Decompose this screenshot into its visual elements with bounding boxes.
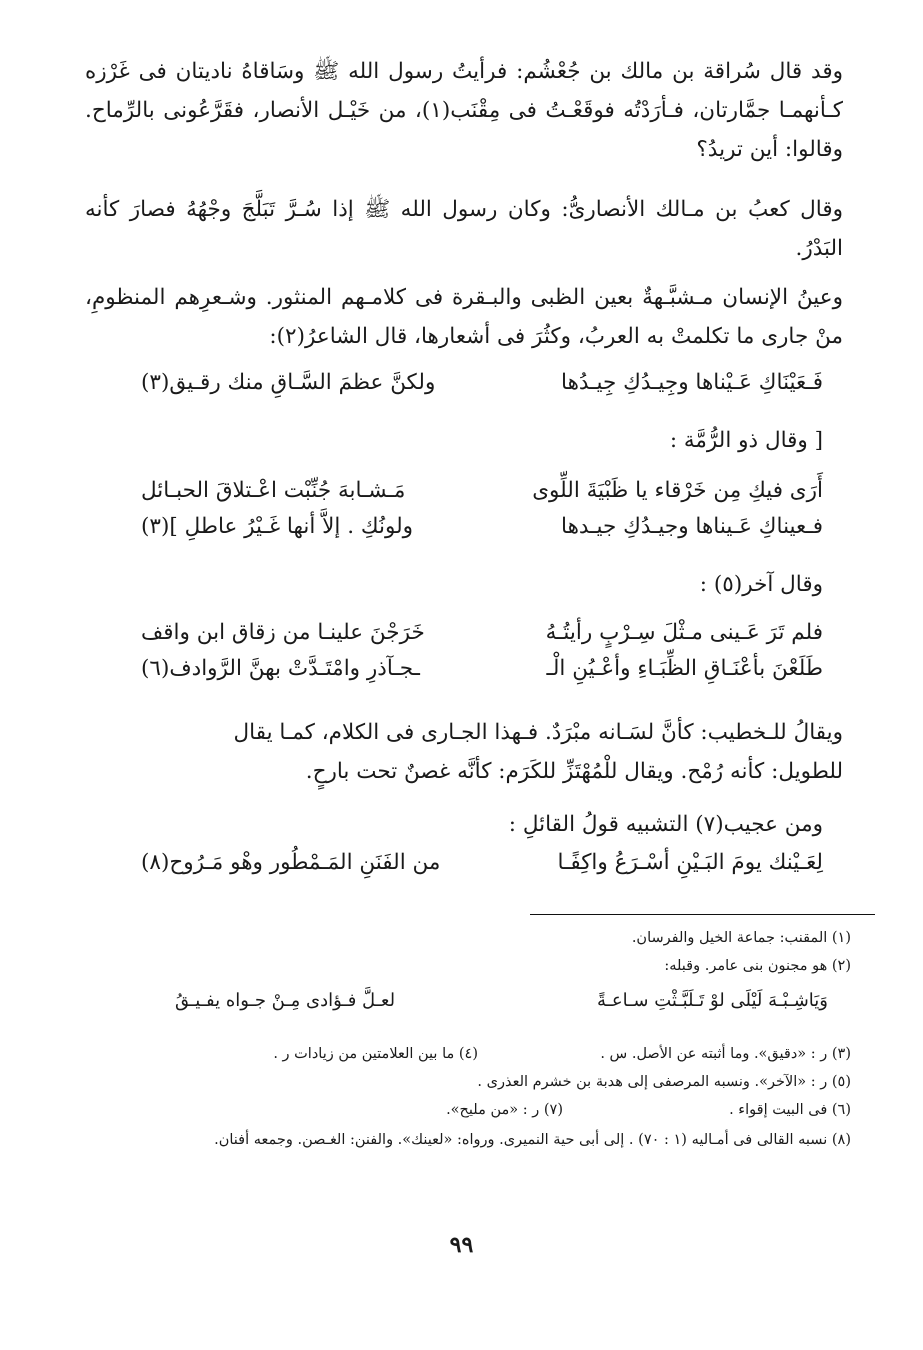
paragraph-suraqa: وقد قال سُراقة بن مالك بن جُعْشُم: فرأيتُ رسول الله ﷺ وسَاقاهُ ناديتان فى غَرْزه كـأنهمـا جمَّارتان، فـأرَدْتُه فوقَعْـتُ فى مِقْنَب(١)، من خَيْـل الأنصار، فقَرَّعُونى بالرِّماح. وقالوا: أين تريدُ؟ — [85, 59, 843, 162]
verse-2a-first-hemistich: أَرَى فيكِ مِن خَرْقاء يا ظَبْيَةَ اللِّوى — [532, 478, 823, 503]
verse-2a-second-hemistich: مَـشـابهَ جُنِّبْت اعْـتلاقَ الحبـائل — [141, 478, 406, 503]
footnote-6: (٦) فى البيت إقواء . — [729, 1102, 851, 1118]
paragraph-eye-simile: وعينُ الإنسان مـشبَّـهةٌ بعين الظبى والبـقرة فى كلامـهم المنثور. وشـعرِهم المنظومِ، منْ جارى ما تكلمتْ به العربُ، وكثُرَ فى أشعارها، قال الشاعرُ(٢): — [85, 285, 843, 349]
footnote-3: (٣) ر : «دقيق». وما أثبته عن الأصل. س . — [600, 1046, 851, 1062]
footnote-separator — [530, 914, 875, 915]
paragraph-kaab: وقال كعبُ بن مـالك الأنصارىُّ: وكان رسول الله ﷺ إذا سُـرَّ تَبَلَّجَ وجْهُهُ فصارَ كأنه البَدْرُ. — [85, 197, 843, 261]
footnote-4: (٤) ما بين العلامتين من زيادات ر . — [273, 1046, 478, 1062]
footnote-7: (٧) ر : «من مليح». — [446, 1102, 563, 1118]
verse-4-second-hemistich: من الفَنَنِ المَـمْطُور وهْو مَـرُوح(٨) — [141, 850, 441, 875]
page-number: ٩٩ — [449, 1232, 474, 1258]
paragraph-orator-line-1: ويقالُ للـخطيب: كأنَّ لسَـانه مبْرَدٌ. فـهذا الجـارى فى الكلام، كمـا يقال — [233, 720, 843, 745]
footnote-2-verse-first-hemistich: وَيَاشِـبْـهَ لَيْلَى لوْ تَـلَبَّـثْتِ سـاعـةً — [596, 990, 828, 1011]
label-another-poet: وقال آخر(٥) : — [699, 572, 823, 597]
verse-1-first-hemistich: فَـعَيْنَاكِ عَـيْناها وجِيـدُكِ جِيـدُها — [561, 370, 823, 395]
verse-1-second-hemistich: ولكنَّ عظمَ السَّـاقِ منك رقـيق(٣) — [141, 370, 436, 395]
footnote-5: (٥) ر : «الآخر». ونسبه المرصفى إلى هدبة بن خشرم العذرى . — [477, 1074, 851, 1090]
verse-3b-second-hemistich: ـجـآذرِ وامْتَـدَّتْ بهنَّ الرَّوادف(٦) — [141, 656, 420, 681]
footnote-2-verse-second-hemistich: لعـلَّ فـؤادى مِـنْ جـواه يفـيـقُ — [175, 990, 396, 1011]
paragraph-orator — [85, 713, 843, 791]
verse-2b-first-hemistich: فـعيناكِ عَـيناها وجيـدُكِ جيـدها — [561, 514, 823, 539]
footnote-2: (٢) هو مجنون بنى عامر. وقبله: — [664, 958, 851, 974]
label-dhu-al-rumma: [ وقال ذو الرُّمَّة : — [669, 428, 823, 453]
label-strange-simile: ومن عجيب(٧) التشبيه قولُ القائلِ : — [508, 812, 823, 837]
paragraph-orator-line-2: للطويل: كأنه رُمْح. ويقال للْمُهْتَزِّ للكَرَم: كأنَّه غصنٌ تحت بارحٍ. — [305, 759, 843, 784]
verse-3a-first-hemistich: فلم تَرَ عَـينى مـثْلَ سِـرْبٍ رأيتُـهُ — [545, 620, 823, 645]
footnote-1: (١) المقنب: جماعة الخيل والفرسان. — [631, 930, 851, 946]
verse-4-first-hemistich: لِعَـيْنك يومَ البَـيْنِ أسْـرَعُ واكِفًـا — [557, 850, 823, 875]
footnote-8: (٨) نسبه القالى فى أمـاليه (١ : ٧٠) . إلى أبى حية النميرى. ورواه: «لعينك». والفنن: الغـصن. وجمعه أفنان. — [214, 1132, 851, 1148]
verse-3b-first-hemistich: طَلَعْنَ بأعْنَـاقِ الظِّبَـاءِ وأعْـيُنِ الْـ — [546, 656, 823, 681]
verse-3a-second-hemistich: خَرَجْنَ علينـا من زقاق ابن واقف — [141, 620, 425, 645]
verse-2b-second-hemistich: ولونُكِ . إلاَّ أنها غَـيْرُ عاطلِ ](٣) — [141, 514, 414, 539]
